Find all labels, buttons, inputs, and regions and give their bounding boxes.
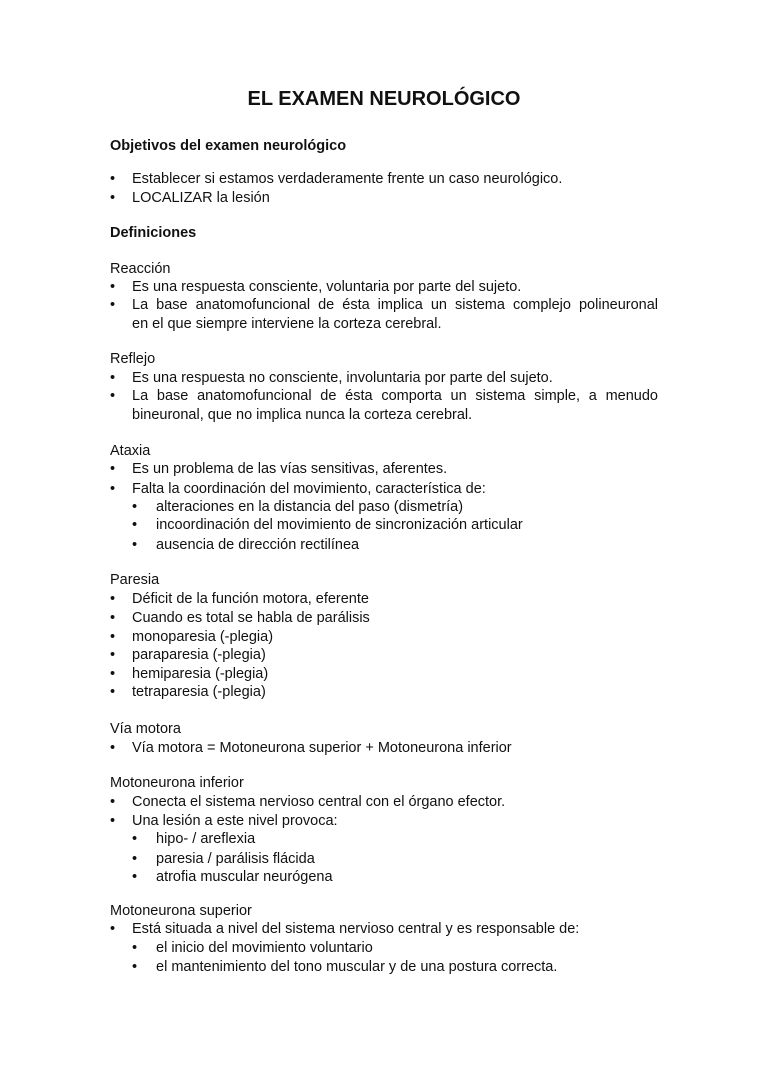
term-paresia: Paresia — [110, 572, 160, 588]
term-via-motora: Vía motora — [110, 721, 181, 737]
bullet: • — [110, 921, 116, 937]
bullet: • — [132, 851, 138, 867]
list-item-continuation: bineuronal, que no implica nunca la corteza cerebral. — [132, 407, 473, 423]
list-item-text: Una lesión a este nivel provoca: — [132, 813, 338, 829]
bullet: • — [110, 666, 116, 682]
bullet: • — [110, 297, 116, 313]
bullet: • — [110, 370, 116, 386]
bullet: • — [110, 684, 116, 700]
list-item-text: Es un problema de las vías sensitivas, aferentes. — [132, 461, 448, 477]
sub-list-item-text: paresia / parálisis flácida — [156, 851, 315, 867]
list-item-text: Déficit de la función motora, eferente — [132, 591, 369, 607]
bullet: • — [110, 190, 116, 206]
list-item-text: Es una respuesta no consciente, involuntaria por parte del sujeto. — [132, 370, 553, 386]
list-item-text: Es una respuesta consciente, voluntaria por parte del sujeto. — [132, 279, 522, 295]
term-ataxia: Ataxia — [110, 443, 151, 459]
sub-list-item-text: atrofia muscular neurógena — [156, 869, 333, 885]
bullet: • — [110, 610, 116, 626]
sub-list-item-text: incoordinación del movimiento de sincronización articular — [156, 517, 523, 533]
objectives-heading: Objetivos del examen neurológico — [110, 138, 347, 154]
list-item-text: tetraparesia (-plegia) — [132, 684, 266, 700]
list-item-continuation: en el que siempre interviene la corteza cerebral. — [132, 316, 442, 332]
bullet: • — [110, 171, 116, 187]
list-item-text: monoparesia (-plegia) — [132, 629, 274, 645]
bullet: • — [132, 959, 138, 975]
list-item-text: Cuando es total se habla de parálisis — [132, 610, 370, 626]
bullet: • — [110, 279, 116, 295]
term-motoneurona-inferior: Motoneurona inferior — [110, 775, 244, 791]
list-item-text: La base anatomofuncional de ésta comporta un sistema simple, a menudo — [132, 388, 658, 404]
list-item-text: paraparesia (-plegia) — [132, 647, 266, 663]
page-title: EL EXAMEN NEUROLÓGICO — [247, 88, 521, 110]
bullet: • — [110, 388, 116, 404]
list-item-text: Vía motora = Motoneurona superior + Motoneurona inferior — [132, 740, 512, 756]
bullet: • — [110, 813, 116, 829]
bullet: • — [110, 461, 116, 477]
sub-list-item-text: el mantenimiento del tono muscular y de una postura correcta. — [156, 959, 558, 975]
term-reflejo: Reflejo — [110, 351, 156, 367]
bullet: • — [110, 794, 116, 810]
bullet: • — [110, 591, 116, 607]
bullet: • — [132, 537, 138, 553]
sub-list-item-text: hipo- / areflexia — [156, 831, 256, 847]
sub-list-item-text: ausencia de dirección rectilínea — [156, 537, 360, 553]
bullet: • — [110, 740, 116, 756]
list-item-text: LOCALIZAR la lesión — [132, 190, 270, 206]
list-item-text: hemiparesia (-plegia) — [132, 666, 269, 682]
bullet: • — [132, 499, 138, 515]
sub-list-item-text: el inicio del movimiento voluntario — [156, 940, 373, 956]
bullet: • — [110, 647, 116, 663]
definitions-heading: Definiciones — [110, 225, 197, 241]
list-item-text: La base anatomofuncional de ésta implica un sistema complejo polineuronal — [132, 297, 658, 313]
list-item-text: Falta la coordinación del movimiento, característica de: — [132, 481, 486, 497]
term-motoneurona-superior: Motoneurona superior — [110, 903, 252, 919]
sub-list-item-text: alteraciones en la distancia del paso (dismetría) — [156, 499, 464, 515]
bullet: • — [132, 517, 138, 533]
bullet: • — [132, 831, 138, 847]
bullet: • — [132, 869, 138, 885]
list-item-text: Conecta el sistema nervioso central con el órgano efector. — [132, 794, 506, 810]
term-reaccion: Reacción — [110, 261, 171, 277]
bullet: • — [110, 629, 116, 645]
list-item-text: Establecer si estamos verdaderamente frente un caso neurológico. — [132, 171, 563, 187]
bullet: • — [132, 940, 138, 956]
list-item-text: Está situada a nivel del sistema nervioso central y es responsable de: — [132, 921, 580, 937]
bullet: • — [110, 481, 116, 497]
